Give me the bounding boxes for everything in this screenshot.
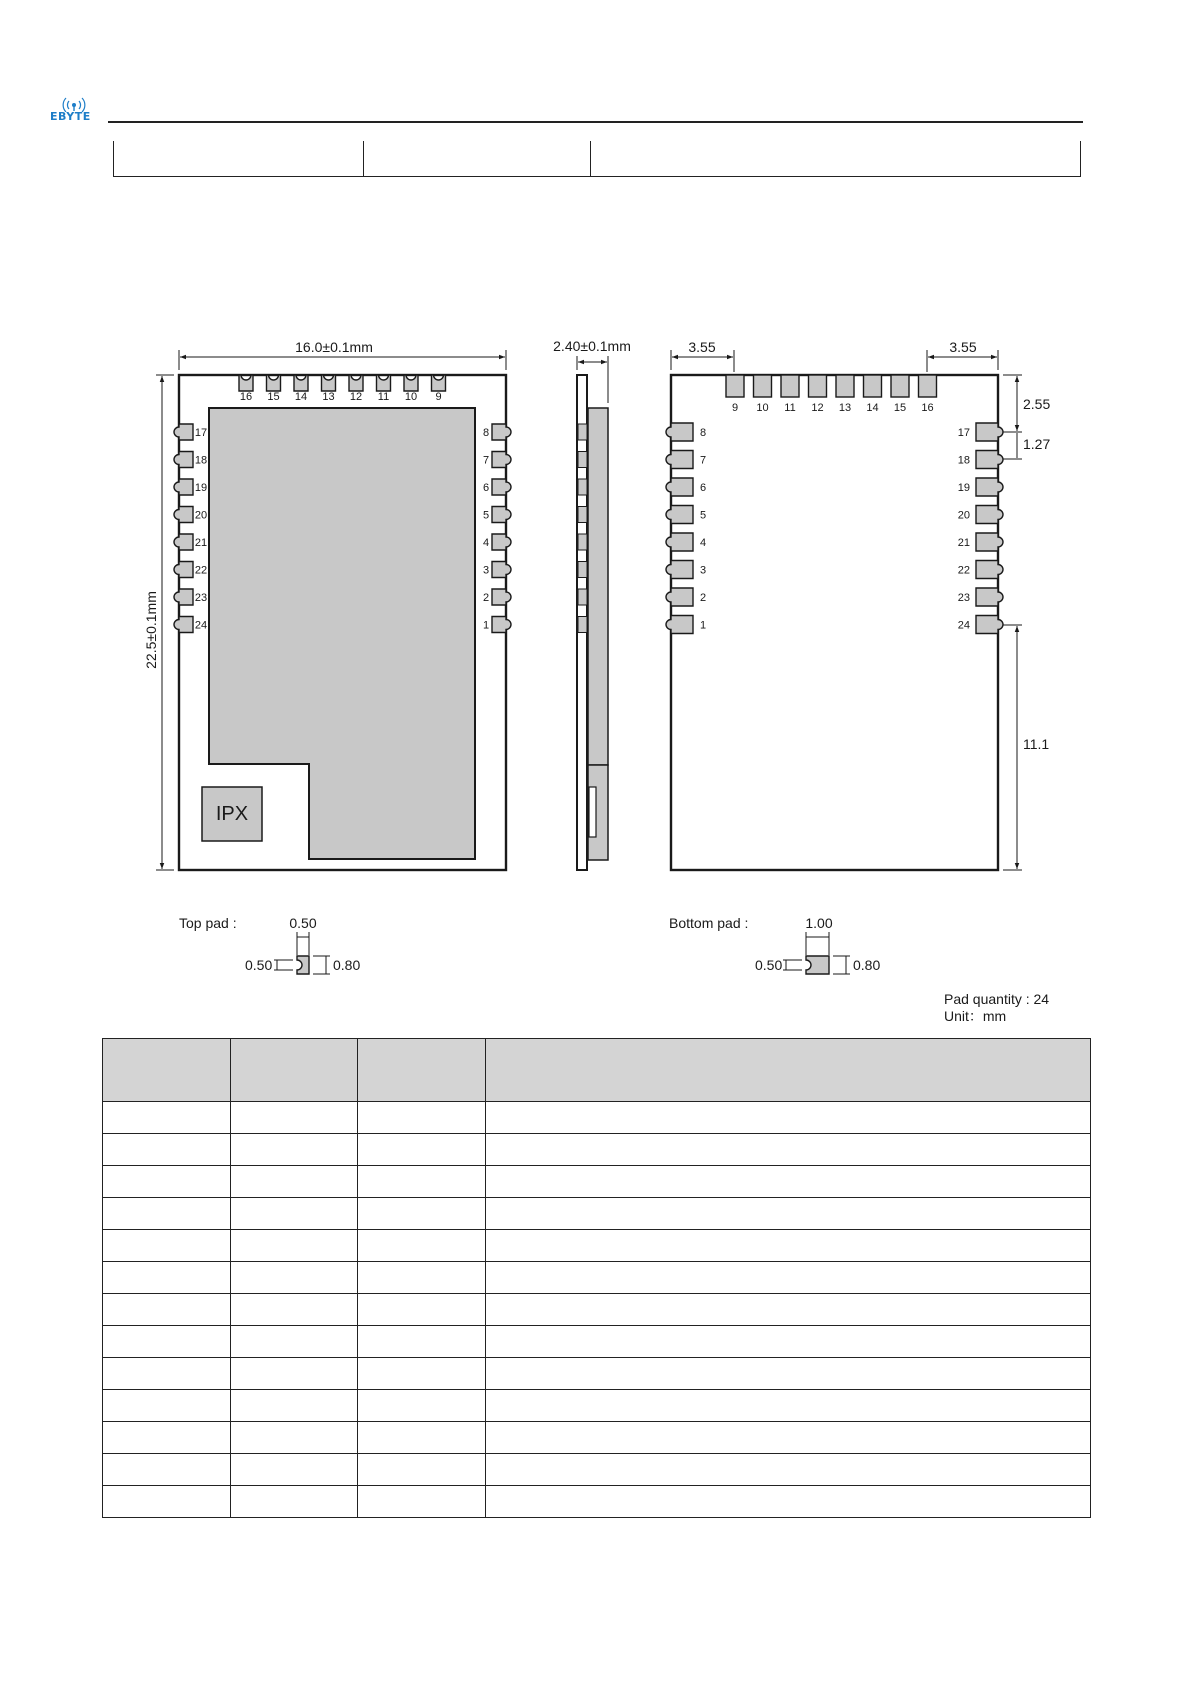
table-cell (486, 1454, 1091, 1486)
brand-name: EBYTE (50, 110, 91, 123)
table-cell (103, 1134, 231, 1166)
pin-label: 5 (482, 509, 490, 522)
pin-label: 3 (482, 564, 490, 577)
pad (891, 375, 909, 397)
pin-label: 21 (957, 537, 970, 549)
pin-label: 13 (838, 402, 852, 414)
pad (174, 617, 193, 633)
table-row (103, 1454, 1091, 1486)
pin-label: 1 (482, 619, 490, 632)
thickness-dimension: 2.40±0.1mm (553, 338, 631, 354)
table-row (103, 1390, 1091, 1422)
table-cell (231, 1102, 358, 1134)
table-cell (486, 1358, 1091, 1390)
pin-label: 4 (700, 537, 707, 549)
height-dimension: 22.5±0.1mm (143, 591, 159, 669)
table-cell (358, 1166, 486, 1198)
pin-label: 23 (957, 592, 970, 604)
pin-label: 3 (700, 564, 707, 577)
pin-label: 12 (811, 402, 824, 414)
table-cell (358, 1134, 486, 1166)
pin-label: 16 (239, 391, 253, 403)
table-row (103, 1166, 1091, 1198)
pin-label: 6 (482, 482, 490, 494)
table-cell (358, 1358, 486, 1390)
table-cell (486, 1262, 1091, 1294)
pin-label: 19 (957, 482, 970, 494)
width-dimension: 16.0±0.1mm (295, 339, 373, 355)
pin-label: 22 (194, 564, 208, 577)
pad (578, 617, 587, 633)
bottom-pad-detail (669, 915, 880, 974)
pin-label: 8 (700, 427, 707, 439)
top-pad-height: 0.80 (333, 957, 361, 973)
pin-label: 1 (700, 619, 707, 632)
table-cell (103, 1486, 231, 1518)
top-pad-detail (179, 915, 360, 974)
table-cell (486, 1198, 1091, 1230)
pad (174, 479, 193, 495)
table-cell (486, 1294, 1091, 1326)
pin-label: 18 (957, 454, 970, 467)
table-row (103, 1358, 1091, 1390)
table-row (103, 1294, 1091, 1326)
pad (578, 589, 587, 605)
table-cell (231, 1294, 358, 1326)
pin-label: 19 (194, 482, 208, 494)
pin-label: 6 (700, 482, 707, 494)
bottom-pad-gap: 0.50 (755, 957, 783, 973)
pin-label: 20 (957, 509, 970, 522)
pad (726, 375, 744, 397)
table-cell (231, 1326, 358, 1358)
bottom-pad-height: 0.80 (853, 957, 881, 973)
pad (492, 424, 511, 440)
table-cell (486, 1422, 1091, 1454)
table-cell (103, 1294, 231, 1326)
table-cell (358, 1262, 486, 1294)
table-cell (231, 1198, 358, 1230)
pin-label: 9 (435, 391, 442, 403)
dim-left-offset: 3.55 (688, 339, 716, 355)
table-header-cell (103, 1039, 231, 1102)
top-pad-gap: 0.50 (245, 957, 273, 973)
dim-right-offset: 3.55 (949, 339, 977, 355)
table-cell (231, 1454, 358, 1486)
side-view-shield (588, 408, 608, 765)
table-cell (231, 1166, 358, 1198)
pin-label: 15 (267, 391, 280, 403)
pad (754, 375, 772, 397)
table-cell (486, 1486, 1091, 1518)
bottom-view-outline (671, 375, 998, 870)
pin-label: 16 (921, 402, 934, 414)
table-cell (231, 1262, 358, 1294)
table-row (103, 1230, 1091, 1262)
top-view (143, 339, 511, 870)
pad (836, 375, 854, 397)
table-cell (103, 1390, 231, 1422)
dim-pin24-to-bottom: 11.1 (1023, 736, 1050, 752)
pin-label: 14 (866, 402, 879, 414)
pin-label: 9 (731, 402, 739, 414)
pin-label: 17 (194, 427, 208, 439)
table-row (103, 1102, 1091, 1134)
table-row (103, 1134, 1091, 1166)
table-cell (358, 1198, 486, 1230)
pin-label: 7 (482, 454, 490, 467)
pad (809, 375, 827, 397)
pin-label: 17 (957, 427, 970, 439)
pad (174, 589, 193, 605)
table-row (103, 1422, 1091, 1454)
pad (578, 452, 587, 468)
pin-label: 11 (377, 391, 390, 403)
table-cell (486, 1326, 1091, 1358)
table-cell (358, 1390, 486, 1422)
table-cell (231, 1422, 358, 1454)
bottom-view (666, 339, 1050, 870)
table-cell (231, 1486, 358, 1518)
pin-label: 4 (482, 537, 490, 549)
pin-label: 14 (294, 391, 308, 403)
table-header-cell (231, 1039, 358, 1102)
bottom-pad-width: 1.00 (805, 915, 833, 931)
pad (578, 562, 587, 578)
top-pad-width: 0.50 (289, 915, 317, 931)
top-pad-shape (297, 956, 309, 974)
top-pad-label: Top pad : (179, 915, 237, 931)
table-cell (358, 1102, 486, 1134)
table-cell (103, 1422, 231, 1454)
table-cell (358, 1326, 486, 1358)
table-cell (486, 1134, 1091, 1166)
pin-table (102, 1038, 1091, 1518)
table-cell (358, 1454, 486, 1486)
pin-label: 10 (404, 391, 418, 403)
table-cell (486, 1166, 1091, 1198)
table-row (103, 1326, 1091, 1358)
table-row (103, 1262, 1091, 1294)
pin-table-body (103, 1102, 1091, 1518)
ipx-label: IPX (215, 803, 249, 825)
dim-top-to-pin17: 2.55 (1023, 396, 1051, 412)
pad-quantity: Pad quantity : 24 (944, 991, 1050, 1007)
pad (492, 479, 511, 495)
pin-label: 15 (893, 402, 907, 414)
bottom-pad-label: Bottom pad : (669, 915, 749, 931)
table-cell (486, 1230, 1091, 1262)
pin-label: 2 (700, 592, 707, 604)
pad (781, 375, 799, 397)
table-cell (231, 1230, 358, 1262)
table-cell (103, 1358, 231, 1390)
table-cell (103, 1326, 231, 1358)
pad (492, 452, 511, 468)
pin-label: 21 (194, 537, 208, 549)
dim-pin-pitch: 1.27 (1023, 436, 1051, 452)
pad (578, 507, 587, 523)
pin-label: 10 (756, 402, 769, 414)
pin-label: 23 (194, 592, 208, 604)
table-cell (103, 1166, 231, 1198)
table-cell (103, 1198, 231, 1230)
pad (174, 562, 193, 578)
pad (578, 534, 587, 550)
pad (492, 617, 511, 633)
table-cell (231, 1134, 358, 1166)
pin-label: 18 (194, 454, 208, 467)
pin-label: 20 (194, 509, 208, 522)
pin-label: 5 (700, 509, 707, 522)
table-cell (358, 1486, 486, 1518)
table-header-cell (358, 1039, 486, 1102)
pad (492, 507, 511, 523)
table-cell (103, 1454, 231, 1486)
pad (578, 424, 587, 440)
table-row (103, 1198, 1091, 1230)
table-cell (103, 1102, 231, 1134)
table-cell (486, 1102, 1091, 1134)
pin-label: 22 (957, 564, 970, 577)
table-cell (358, 1294, 486, 1326)
pin-label: 11 (784, 402, 796, 414)
pad (864, 375, 882, 397)
pad (492, 562, 511, 578)
pad (919, 375, 937, 397)
unit-label: Unit：mm (944, 1008, 1007, 1024)
pad (174, 424, 193, 440)
table-cell (103, 1262, 231, 1294)
pad (174, 452, 193, 468)
pad (492, 534, 511, 550)
pin-label: 13 (322, 391, 335, 403)
table-header-cell (486, 1039, 1091, 1102)
pad (174, 534, 193, 550)
table-cell (486, 1390, 1091, 1422)
pin-label: 24 (194, 619, 208, 632)
pin-label: 8 (482, 427, 490, 439)
table-cell (231, 1390, 358, 1422)
pad (492, 589, 511, 605)
pad (174, 507, 193, 523)
bottom-pad-shape (806, 956, 829, 974)
pin-label: 24 (957, 619, 970, 632)
table-cell (358, 1422, 486, 1454)
side-view (553, 338, 631, 870)
pin-label: 7 (700, 454, 707, 467)
table-cell (358, 1230, 486, 1262)
table-cell (103, 1230, 231, 1262)
pin-label: 2 (482, 592, 490, 604)
pad (578, 479, 587, 495)
pin-label: 12 (349, 391, 363, 403)
table-row (103, 1486, 1091, 1518)
table-header-row (103, 1039, 1091, 1102)
table-cell (231, 1358, 358, 1390)
